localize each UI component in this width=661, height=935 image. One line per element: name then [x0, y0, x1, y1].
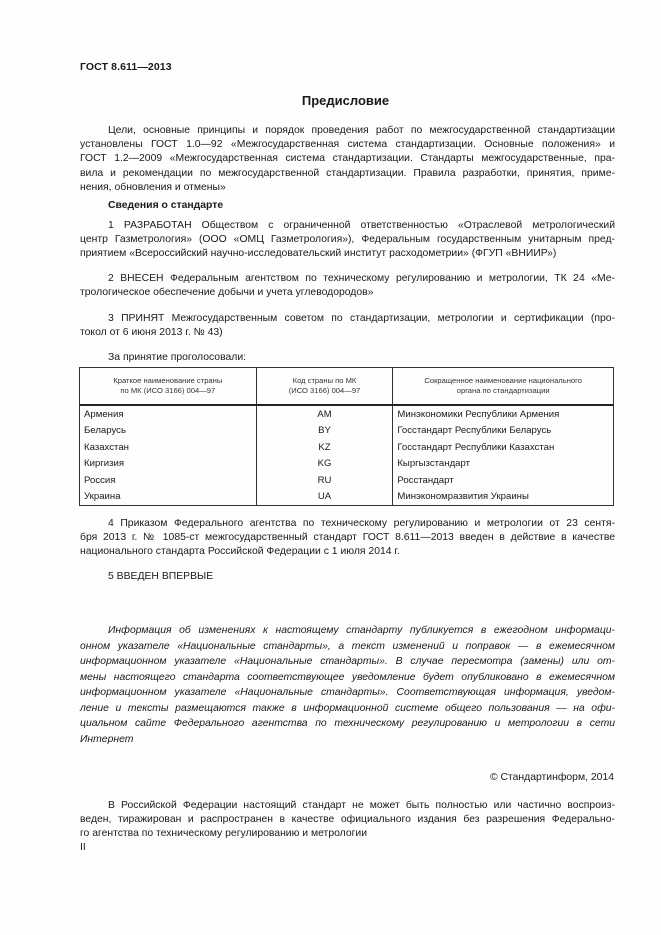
cell-code: RU — [256, 472, 393, 489]
cell-code: BY — [256, 423, 393, 440]
table-row — [80, 439, 614, 456]
cell-body: Минэкономразвития Украины — [393, 489, 614, 506]
page-title — [0, 93, 661, 108]
cell-country: Беларусь — [80, 423, 257, 440]
cell-body: Росстандарт — [393, 472, 614, 489]
header-line: Сокращенное наименование национального — [424, 376, 582, 385]
cell-country: Киргизия — [80, 456, 257, 473]
info-heading: Сведения о стандарте — [108, 200, 224, 211]
copyright-notice: © Стандартинформ, 2014 — [489, 772, 614, 783]
table-row — [80, 405, 614, 423]
table-row — [80, 456, 614, 473]
vote-table-header-row — [80, 368, 614, 406]
cell-body: Минэкономики Республики Армения — [393, 405, 614, 423]
standard-code-header: ГОСТ 8.611—2013 — [80, 61, 172, 73]
notice-line: ление и тексты размещаются также в информационной системе общего пользования — на офи- — [80, 702, 615, 714]
notice-line: циальном сайте Федерального агентства по техническому регулированию и метрологии в сети — [80, 718, 615, 729]
intro-line: ГОСТ 1.2—2009 «Межгосударственная система стандартизации. Стандарты межгосударственные, пра- — [80, 153, 615, 165]
cell-country: Россия — [80, 472, 257, 489]
item-3-line: токол от 6 июня 2013 г. № 43) — [80, 327, 223, 339]
column-header-body — [393, 368, 614, 406]
header-line: по МК (ИСО 3166) 004—97 — [120, 386, 216, 395]
intro-line: установлены ГОСТ 1.0—92 «Межгосударственная система стандартизации. Основные положения» и — [80, 139, 615, 151]
item-4-line: бря 2013 г. № 1085-ст межгосударственный стандарт ГОСТ 8.611—2013 введен в действие в качестве — [80, 532, 615, 544]
intro-line: нения, обновления и отмены» — [80, 181, 226, 193]
notice-line: Интернет — [80, 733, 134, 745]
header-line: (ИСО 3166) 004—97 — [288, 386, 361, 395]
restriction-line: В Российской Федерации настоящий стандарт не может быть полностью или частично воспроиз- — [108, 800, 615, 811]
notice-line: информационном указателе «Национальные стандарты». В случае пересмотра (замены) или от- — [80, 656, 615, 667]
header-line: Краткое наименование страны — [113, 376, 223, 385]
vote-table — [79, 367, 614, 506]
item-2-line: 2 ВНЕСЕН Федеральным агентством по техническому регулированию и метрологии, ТК 24 «Ме- — [108, 273, 615, 284]
item-1-line: приятием «Всероссийский научно-исследовательский институт расходометрии» (ФГУП «ВНИИР») — [80, 248, 557, 260]
cell-body: Госстандарт Республики Беларусь — [393, 423, 614, 440]
notice-paragraph — [80, 623, 615, 747]
item-4-line: 4 Приказом Федерального агентства по техническому регулированию и метрологии от 23 сентя- — [108, 518, 615, 529]
item-4-paragraph — [80, 517, 615, 560]
cell-country: Армения — [80, 405, 257, 423]
page-number: II — [80, 842, 86, 853]
item-2-line: трологическое обеспечение добычи и учета углеводородов» — [80, 287, 374, 299]
intro-line: вила и рекомендации по межгосударственной стандартизации. Правила разработки, принятия, приме- — [80, 167, 615, 179]
cell-body: Госстандарт Республики Казахстан — [393, 439, 614, 456]
notice-line: информационном указателе «Национальные стандарты». Соответствующая информация, уведом- — [80, 687, 615, 698]
cell-body: Кыргызстандарт — [393, 456, 614, 473]
item-1-paragraph — [80, 219, 615, 262]
header-line: Код страны по МК — [292, 376, 357, 385]
column-header-code — [256, 368, 393, 406]
item-1-line: центр Газметрология» (ООО «ОМЦ Газметрология»), Федеральным государственным унитарным пред- — [80, 234, 615, 246]
item-3-line: 3 ПРИНЯТ Межгосударственным советом по стандартизации, метрологии и сертификации (про- — [108, 313, 615, 324]
restriction-paragraph — [80, 799, 615, 842]
cell-code: KZ — [256, 439, 393, 456]
notice-line: онном указателе «Национальные стандарты», а текст изменений и поправок — в ежемесячном — [80, 640, 615, 652]
header-line: органа по стандартизации — [456, 386, 550, 395]
restriction-line: веден, тиражирован и распространен в качестве официального издания без разрешения Федерально- — [80, 814, 615, 826]
table-row — [80, 423, 614, 440]
item-1-line: 1 РАЗРАБОТАН Обществом с ограниченной ответственностью «Отраслевой метрологический — [108, 220, 615, 231]
intro-line: Цели, основные принципы и порядок проведения работ по межгосударственной стандартизации — [108, 125, 615, 136]
cell-code: UA — [256, 489, 393, 506]
notice-line: Информация об изменениях к настоящему стандарту публикуется в ежегодном информаци- — [108, 625, 615, 636]
cell-code: KG — [256, 456, 393, 473]
intro-paragraph — [80, 124, 615, 195]
restriction-line: го агентства по техническому регулированию и метрологии — [80, 828, 367, 840]
notice-line: мены настоящего стандарта соответствующее уведомление будет опубликовано в ежемесячном — [80, 671, 615, 683]
item-4-line: национального стандарта Российской Федерации с 1 июля 2014 г. — [80, 546, 400, 558]
table-row — [80, 472, 614, 489]
cell-code: AM — [256, 405, 393, 423]
cell-country: Казахстан — [80, 439, 257, 456]
table-row — [80, 489, 614, 506]
page-title-text: Предисловие — [301, 93, 390, 108]
cell-country: Украина — [80, 489, 257, 506]
item-2-paragraph — [80, 272, 615, 300]
item-3-paragraph — [80, 312, 615, 340]
vote-caption: За принятие проголосовали: — [108, 352, 247, 363]
item-5: 5 ВВЕДЕН ВПЕРВЫЕ — [108, 571, 214, 582]
column-header-country — [80, 368, 257, 406]
